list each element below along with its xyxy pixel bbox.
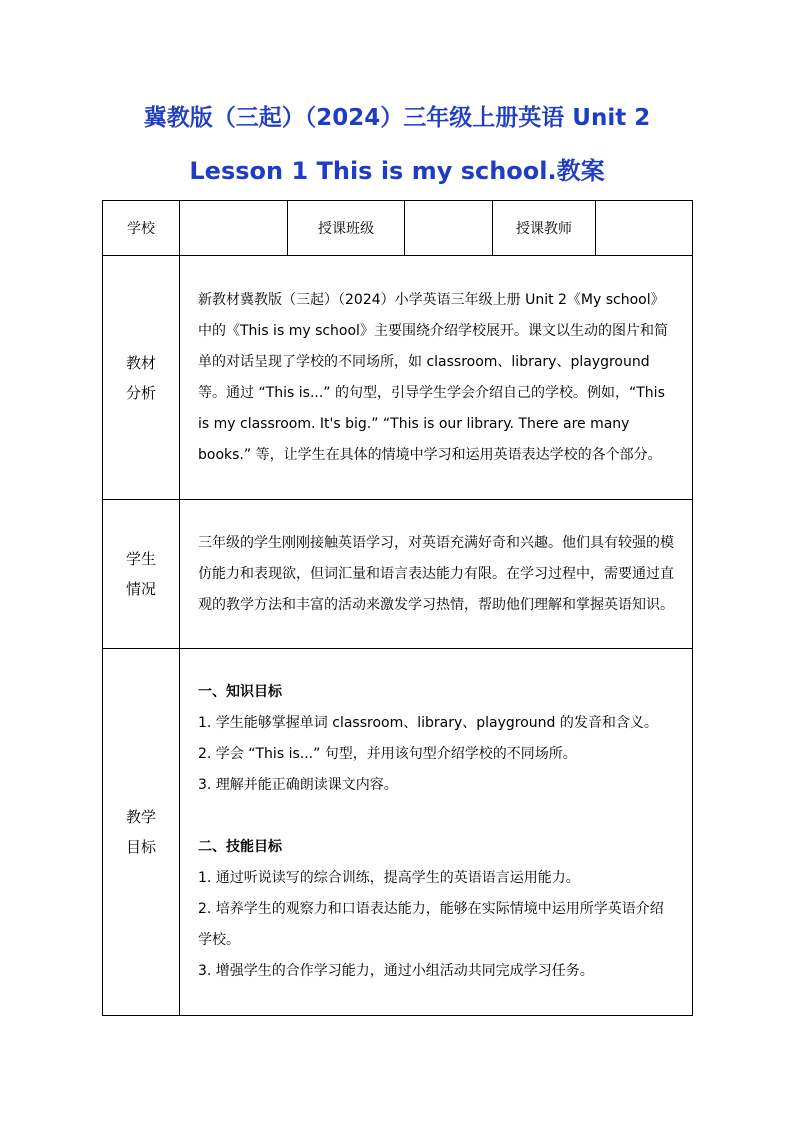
- student-situation-content: [180, 500, 693, 649]
- material-analysis-label: [103, 256, 180, 500]
- school-label: 学校: [103, 201, 180, 256]
- teacher-label: 授课教师: [493, 201, 596, 256]
- lesson-plan-table: [102, 200, 693, 1016]
- class-value: [405, 201, 493, 256]
- skill-goal-item: 2. 培养学生的观察力和口语表达能力，能够在实际情境中运用所学英语介绍学校。: [198, 901, 664, 948]
- knowledge-goal-item: 3. 理解并能正确朗读课文内容。: [198, 777, 398, 793]
- student-situation-text: 三年级的学生刚刚接触英语学习，对英语充满好奇和兴趣。他们具有较强的模仿能力和表现欲，但词汇量和语言表达能力有限。在学习过程中，需要通过直观的教学方法和丰富的活动来激发学习热情，帮助他们理解和掌握英语知识。: [198, 534, 674, 613]
- material-analysis-content: [180, 256, 693, 500]
- document-title-line-2: Lesson 1 This is my school.教案: [189, 157, 605, 185]
- skill-goal-item: 1. 通过听说读写的综合训练，提高学生的英语语言运用能力。: [198, 870, 580, 886]
- student-situation-row: [103, 500, 693, 649]
- knowledge-goal-item: 2. 学会 “This is...” 句型，并用该句型介绍学校的不同场所。: [198, 746, 577, 762]
- section-spacer: [198, 801, 676, 832]
- teaching-goals-content: [180, 649, 693, 1016]
- skill-goals-heading: 二、技能目标: [198, 839, 282, 855]
- skill-goal-item: 3. 增强学生的合作学习能力，通过小组活动共同完成学习任务。: [198, 963, 594, 979]
- material-label-line-1: 教材: [125, 353, 156, 372]
- teaching-goals-label: [103, 649, 180, 1016]
- teacher-value: [596, 201, 693, 256]
- material-label-line-2: 分析: [125, 383, 156, 402]
- material-analysis-text: 新教材冀教版（三起）（2024）小学英语三年级上册 Unit 2《My school》中的《This is my school》主要围绕介绍学校展开。课文以生动的图片和简单的对话呈现了学校的不同场所，如 classroom、library、playground 等。通过 “This is...” 的句型，引导学生学会介绍自己的学校。例如，“This is my classroom. It's big.” “This is our library. There are many books.” 等，让学生在具体的情境中学习和运用英语表达学校的各个部分。: [198, 291, 668, 463]
- students-label-line-1: 学生: [125, 550, 156, 568]
- goals-label-line-1: 教学: [125, 808, 156, 826]
- knowledge-goal-item: 1. 学生能够掌握单词 classroom、library、playground 的发音和含义。: [198, 715, 658, 731]
- goals-label-line-2: 目标: [125, 838, 156, 856]
- teaching-goals-row: [103, 649, 693, 1016]
- class-label: 授课班级: [288, 201, 405, 256]
- knowledge-goals-heading: 一、知识目标: [198, 684, 282, 700]
- header-row: [103, 201, 693, 256]
- school-value: [180, 201, 288, 256]
- student-situation-label: [103, 500, 180, 649]
- material-analysis-row: [103, 256, 693, 500]
- students-label-line-2: 情况: [125, 580, 156, 598]
- document-title-line-1: 冀教版（三起）（2024）三年级上册英语 Unit 2: [143, 105, 651, 131]
